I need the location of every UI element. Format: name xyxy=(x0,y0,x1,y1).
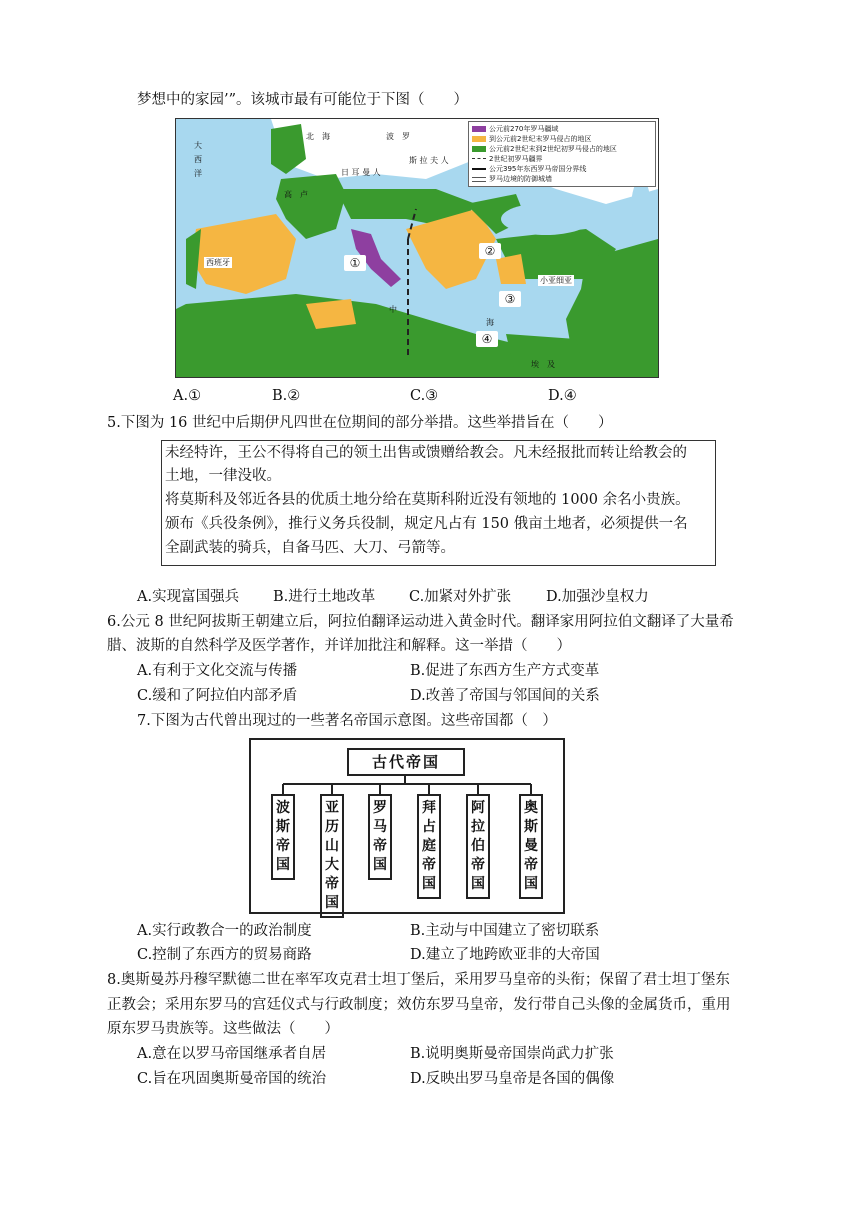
map-label-atlantic: 大 西 洋 xyxy=(194,141,210,178)
legend-label: 公元395年东西罗马帝国分界线 xyxy=(489,165,587,173)
question-4-tail: 梦想中的家园’”。该城市最有可能位于下图（ ） xyxy=(137,92,469,108)
empire-alexander xyxy=(320,794,344,918)
empire-char: 占 xyxy=(422,819,436,835)
empire-ottoman xyxy=(519,794,543,899)
empire-char: 庭 xyxy=(422,838,436,854)
legend-label: 公元前270年罗马疆域 xyxy=(489,125,559,133)
q7-option-c[interactable]: C.控制了东西方的贸易商路 xyxy=(137,947,312,963)
legend-swatch xyxy=(472,126,486,132)
map-label-middle: 中 xyxy=(389,305,397,314)
empire-char: 山 xyxy=(325,838,339,854)
legend-row xyxy=(472,144,652,154)
diagram-connectors xyxy=(251,740,563,912)
q7-option-b[interactable]: B.主动与中国建立了密切联系 xyxy=(410,923,600,939)
empire-char: 斯 xyxy=(276,819,290,835)
map-marker-1: ① xyxy=(344,255,366,271)
q7-option-d[interactable]: D.建立了地跨欧亚非的大帝国 xyxy=(410,947,600,963)
legend-row xyxy=(472,124,652,134)
legend-label: 2世纪初罗马疆界 xyxy=(489,155,543,163)
q5-option-b[interactable]: B.进行土地改革 xyxy=(273,589,376,605)
map-label-germans: 日 耳 曼 人 xyxy=(341,168,381,177)
empire-char: 罗 xyxy=(373,800,387,816)
question-7-stem: 7.下图为古代曾出现过的一些著名帝国示意图。这些帝国都（ ） xyxy=(137,713,557,729)
legend-row xyxy=(472,154,652,164)
legend-label: 罗马边境的防御城墙 xyxy=(489,175,552,183)
diagram-title: 古代帝国 xyxy=(347,748,465,776)
empire-char: 奥 xyxy=(524,800,538,816)
empire-char: 帝 xyxy=(422,857,436,873)
q8-option-b[interactable]: B.说明奥斯曼帝国崇尚武力扩张 xyxy=(410,1046,614,1062)
q5-box-line: 未经特许，王公不得将自己的领土出售或馈赠给教会。凡未经报批而转让给教会的 xyxy=(165,445,687,461)
map-label-sea: 海 xyxy=(486,318,494,327)
empire-persian xyxy=(271,794,295,880)
empire-char: 国 xyxy=(422,876,436,892)
legend-row xyxy=(472,134,652,144)
empire-char: 波 xyxy=(276,800,290,816)
map-label-spain: 西班牙 xyxy=(206,258,230,267)
map-label-baltic: 波 罗 xyxy=(386,132,410,141)
question-8-stem-line-2: 正教会；采用东罗马的宫廷仪式与行政制度；效仿东罗马皇帝，发行带自己头像的金属货币，重用 xyxy=(107,997,731,1013)
empire-char: 斯 xyxy=(524,819,538,835)
map-label-asia-minor: 小亚细亚 xyxy=(540,276,572,285)
q5-box-line: 将莫斯科及邻近各县的优质土地分给在莫斯科附近没有领地的 1000 余名小贵族。 xyxy=(165,492,690,508)
empire-char: 国 xyxy=(373,857,387,873)
q4-option-d[interactable]: D.④ xyxy=(548,388,577,404)
map-label-slavs: 斯 拉 夫 人 xyxy=(409,156,449,165)
q5-option-c[interactable]: C.加紧对外扩张 xyxy=(409,589,512,605)
empire-char: 国 xyxy=(325,895,339,911)
empire-char: 曼 xyxy=(524,838,538,854)
legend-row xyxy=(472,164,652,174)
legend-swatch xyxy=(472,136,486,142)
q6-option-b[interactable]: B.促进了东西方生产方式变革 xyxy=(410,663,600,679)
map-label-egypt: 埃 及 xyxy=(531,360,555,369)
legend-swatch xyxy=(472,177,486,182)
map-marker-3: ③ xyxy=(499,291,521,307)
q5-box-line: 土地，一律没收。 xyxy=(165,468,281,484)
q4-option-b[interactable]: B.② xyxy=(272,388,301,404)
q6-option-d[interactable]: D.改善了帝国与邻国间的关系 xyxy=(410,688,600,704)
q5-option-a[interactable]: A.实现富国强兵 xyxy=(137,589,240,605)
legend-row xyxy=(472,174,652,184)
empire-char: 伯 xyxy=(471,838,485,854)
question-8-stem-line-3: 原东罗马贵族等。这些做法（ ） xyxy=(107,1021,339,1037)
empire-char: 拉 xyxy=(471,819,485,835)
empire-char: 马 xyxy=(373,819,387,835)
question-8-stem-line-1: 8.奥斯曼苏丹穆罕默德二世在率军攻克君士坦丁堡后，采用罗马皇帝的头衔；保留了君士坦丁堡东 xyxy=(107,972,730,988)
empire-roman xyxy=(368,794,392,880)
empire-char: 国 xyxy=(276,857,290,873)
q7-option-a[interactable]: A.实行政教合一的政治制度 xyxy=(137,923,312,939)
ancient-empires-diagram xyxy=(249,738,565,914)
empire-char: 拜 xyxy=(422,800,436,816)
q5-option-d[interactable]: D.加强沙皇权力 xyxy=(546,589,649,605)
empire-byzantine xyxy=(417,794,441,899)
legend-label: 公元前2世纪末到2世纪初罗马侵占的地区 xyxy=(489,145,617,153)
q5-box-line: 颁布《兵役条例》，推行义务兵役制，规定凡占有 150 俄亩土地者，必须提供一名 xyxy=(165,516,688,532)
q8-option-a[interactable]: A.意在以罗马帝国继承者自居 xyxy=(137,1046,327,1062)
q6-option-c[interactable]: C.缓和了阿拉伯内部矛盾 xyxy=(137,688,298,704)
empire-char: 亚 xyxy=(325,800,339,816)
legend-label: 到公元前2世纪末罗马侵占的地区 xyxy=(489,135,592,143)
empire-char: 历 xyxy=(325,819,339,835)
empire-char: 帝 xyxy=(276,838,290,854)
map-marker-2: ② xyxy=(479,243,501,259)
question-5-stem: 5.下图为 16 世纪中后期伊凡四世在位期间的部分举措。这些举措旨在（ ） xyxy=(107,415,613,431)
map-legend xyxy=(468,121,656,187)
empire-char: 大 xyxy=(325,857,339,873)
empire-char: 帝 xyxy=(373,838,387,854)
legend-swatch xyxy=(472,168,486,170)
q5-measures-box xyxy=(161,440,716,566)
empire-arab xyxy=(466,794,490,899)
q4-option-c[interactable]: C.③ xyxy=(410,388,439,404)
empire-char: 帝 xyxy=(524,857,538,873)
map-marker-4: ④ xyxy=(476,331,498,347)
question-6-stem-line-1: 6.公元 8 世纪阿拔斯王朝建立后，阿拉伯翻译运动进入黄金时代。翻译家用阿拉伯文翻译了大量希 xyxy=(107,614,734,630)
q4-option-a[interactable]: A.① xyxy=(173,388,202,404)
roman-empire-map xyxy=(175,118,659,378)
question-6-stem-line-2: 腊、波斯的自然科学及医学著作，并详加批注和解释。这一举措（ ） xyxy=(107,638,571,654)
empire-char: 国 xyxy=(471,876,485,892)
q8-option-d[interactable]: D.反映出罗马皇帝是各国的偶像 xyxy=(410,1071,615,1087)
q8-option-c[interactable]: C.旨在巩固奥斯曼帝国的统治 xyxy=(137,1071,327,1087)
map-label-north-sea: 北 海 xyxy=(306,132,330,141)
empire-char: 阿 xyxy=(471,800,485,816)
legend-swatch xyxy=(472,146,486,152)
legend-swatch xyxy=(472,158,486,160)
empire-char: 帝 xyxy=(471,857,485,873)
empire-char: 国 xyxy=(524,876,538,892)
map-label-gaul: 高 卢 xyxy=(284,190,308,199)
empire-char: 帝 xyxy=(325,876,339,892)
q6-option-a[interactable]: A.有利于文化交流与传播 xyxy=(137,663,298,679)
q5-box-line: 全副武装的骑兵，自备马匹、大刀、弓箭等。 xyxy=(165,540,455,556)
